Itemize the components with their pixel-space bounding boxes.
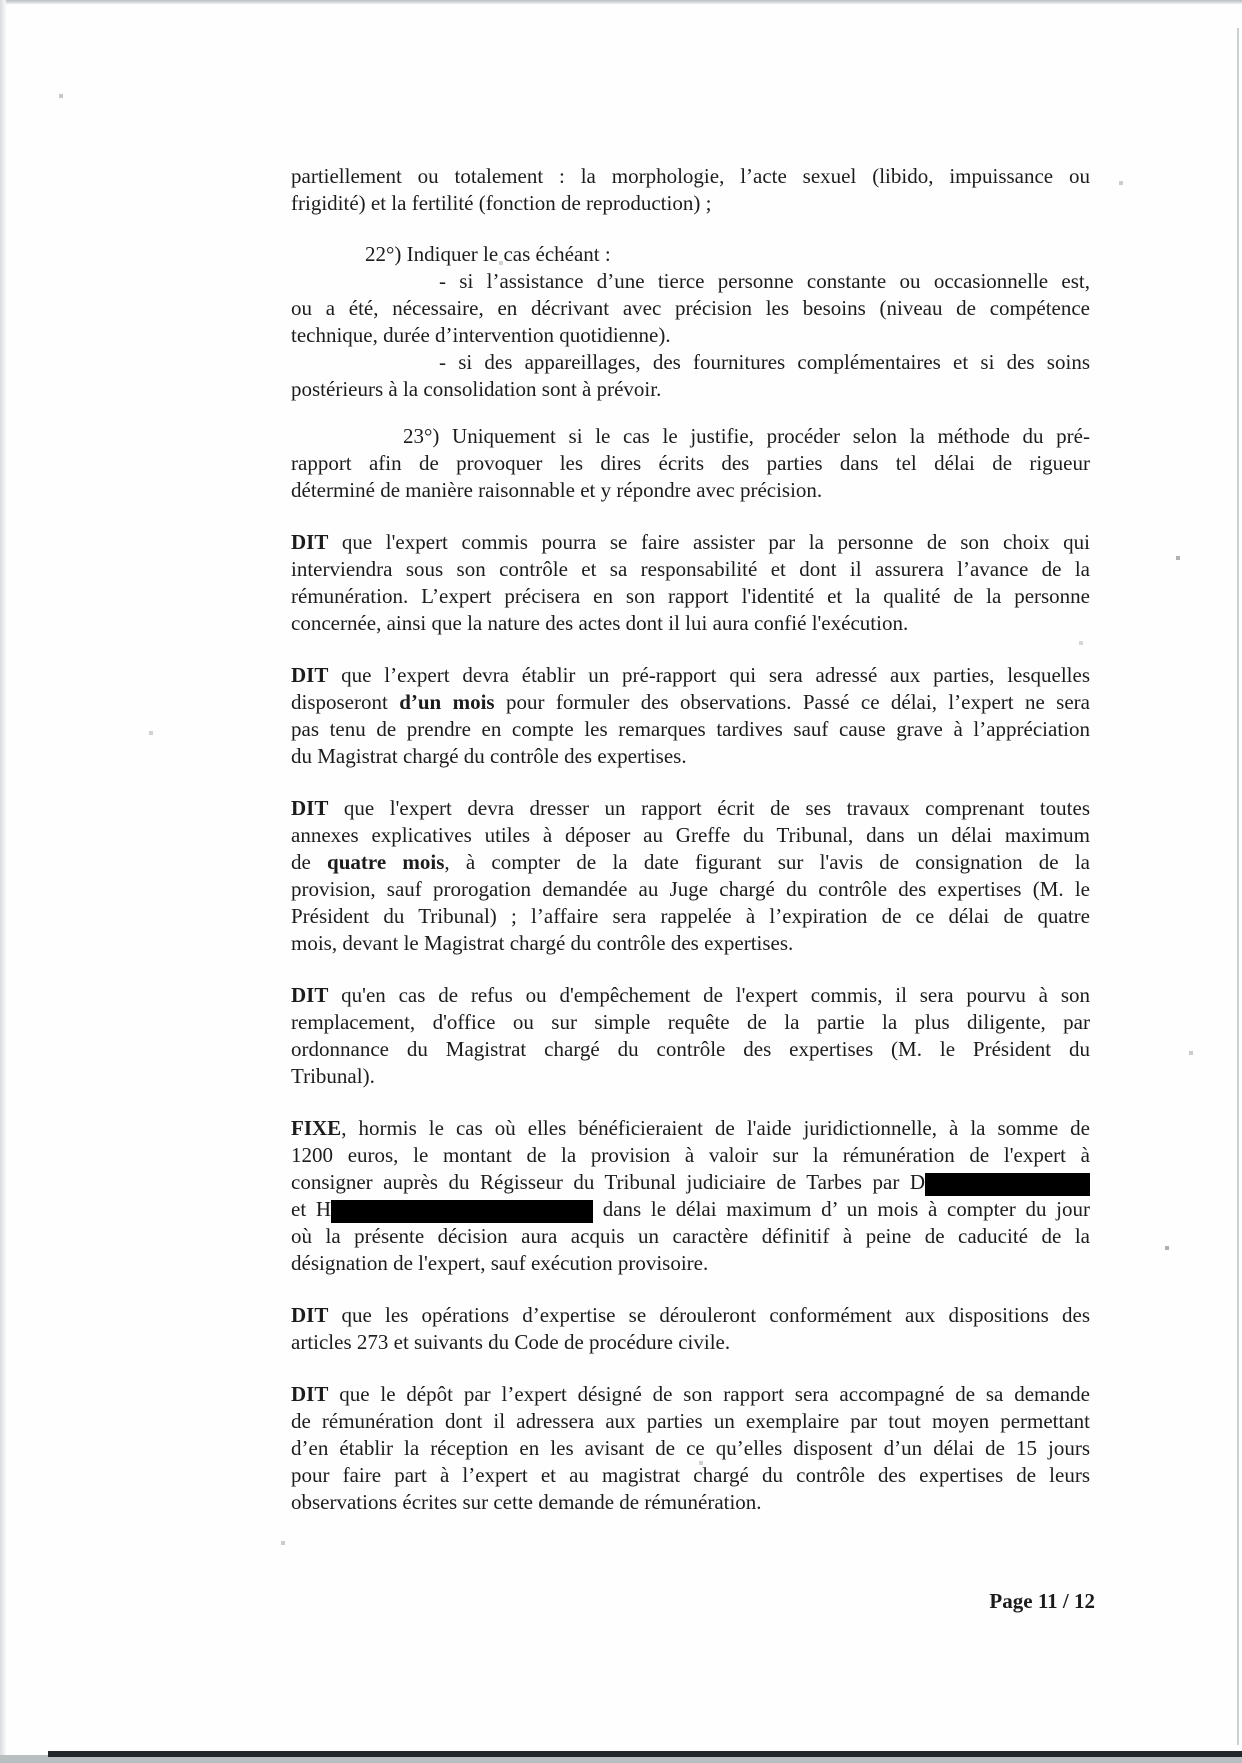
text-line: DIT que l'expert devra dresser un rapport écrit de ses travaux comprenant toutes [291,796,1090,820]
text-line: du Magistrat chargé du contrôle des expertises. [291,744,687,768]
text-line: concernée, ainsi que la nature des actes dont il lui aura confié l'exécution. [291,611,909,635]
text-line: DIT que l’expert devra établir un pré-rapport qui sera adressé aux parties, lesquelles [291,663,1090,687]
text-line: provision, sauf prorogation demandée au Juge chargé du contrôle des expertises (M. le [291,877,1090,901]
text-line: pas tenu de prendre en compte les remarques tardives sauf cause grave à l’appréciation [291,717,1090,741]
scan-edge-bottom-line [48,1751,1242,1757]
text-line: Tribunal). [291,1064,375,1088]
paragraph-intro [291,163,1090,217]
paragraph-dit-assistant [291,529,1090,637]
document-body [291,0,1090,1516]
text-line: de rémunération dont il adressera aux parties un exemplaire par tout moyen permettant [291,1409,1090,1433]
text-line: 1200 euros, le montant de la provision à valoir sur la rémunération de l'expert à [291,1143,1090,1167]
clause-22-item-2 [291,349,1090,403]
text-line: 23°) Uniquement si le cas le justifie, procéder selon la méthode du pré- [403,424,1090,448]
text-line: - si des appareillages, des fournitures complémentaires et si des soins [439,350,1090,374]
text-line: - si l’assistance d’une tierce personne constante ou occasionnelle est, [439,269,1090,293]
text-line: partiellement ou totalement : la morphologie, l’acte sexuel (libido, impuissance ou [291,164,1090,188]
text-line: désignation de l'expert, sauf exécution provisoire. [291,1251,709,1275]
clause-23 [291,423,1090,504]
text-line: FIXE, hormis le cas où elles bénéficieraient de l'aide juridictionnelle, à la somme de [291,1116,1090,1140]
text-line: technique, durée d’intervention quotidienne). [291,323,671,347]
redaction-box [925,1173,1090,1196]
clause-22-item-1 [291,268,1090,349]
paragraph-dit-depot [291,1381,1090,1516]
text-line: 22°) Indiquer le cas échéant : [365,242,611,266]
text-line: disposeront d’un mois pour formuler des observations. Passé ce délai, l’expert ne sera [291,690,1090,714]
text-line: déterminé de manière raisonnable et y répondre avec précision. [291,478,823,502]
scan-edge-left [0,0,7,1763]
text-line: de quatre mois, à compter de la date figurant sur l'avis de consignation de la [291,850,1091,874]
scan-noise [0,0,2,2]
paragraph-fixe-provision [291,1115,1090,1277]
redaction-box [331,1200,593,1223]
text-line: ou a été, nécessaire, en décrivant avec précision les besoins (niveau de compétence [291,296,1090,320]
text-line: DIT qu'en cas de refus ou d'empêchement de l'expert commis, il sera pourvu à son [291,983,1090,1007]
text-line: frigidité) et la fertilité (fonction de reproduction) ; [291,191,712,215]
scan-edge-right [1237,28,1239,1745]
text-line: remplacement, d'office ou sur simple requête de la partie la plus diligente, par [291,1010,1090,1034]
paragraph-dit-pre-rapport [291,662,1090,770]
paragraph-dit-rapport-ecrit [291,795,1090,957]
text-line: pour faire part à l’expert et au magistrat chargé du contrôle des expertises de leurs [291,1463,1090,1487]
paragraph-dit-operations [291,1302,1090,1356]
text-line: d’en établir la réception en les avisant de ce qu’elles disposent d’un délai de 15 jours [291,1436,1090,1460]
text-line: rapport afin de provoquer les dires écrits des parties dans tel délai de rigueur [291,451,1090,475]
text-line: DIT que les opérations d’expertise se dérouleront conformément aux dispositions des [291,1303,1090,1327]
page-number: Page 11 / 12 [989,1589,1095,1613]
text-line: où la présente décision aura acquis un caractère définitif à peine de caducité de la [291,1224,1090,1248]
text-line: Président du Tribunal) ; l’affaire sera rappelée à l’expiration de ce délai de quatre [291,904,1090,928]
text-line: ordonnance du Magistrat chargé du contrôle des expertises (M. le Président du [291,1037,1090,1061]
text-line: rémunération. L’expert précisera en son rapport l'identité et la qualité de la personne [291,584,1090,608]
text-line: consigner auprès du Régisseur du Tribunal judiciaire de Tarbes par D [291,1169,1090,1196]
text-line: observations écrites sur cette demande de rémunération. [291,1490,762,1514]
text-line: annexes explicatives utiles à déposer au Greffe du Tribunal, dans un délai maximum [291,823,1090,847]
text-line: mois, devant le Magistrat chargé du contrôle des expertises. [291,931,794,955]
text-line: articles 273 et suivants du Code de procédure civile. [291,1330,731,1354]
text-line: DIT que l'expert commis pourra se faire assister par la personne de son choix qui [291,530,1090,554]
text-line: postérieurs à la consolidation sont à prévoir. [291,377,662,401]
paragraph-dit-remplacement [291,982,1090,1090]
text-line: interviendra sous son contrôle et sa responsabilité et dont il assurera l’avance de la [291,557,1090,581]
text-line: DIT que le dépôt par l’expert désigné de son rapport sera accompagné de sa demande [291,1382,1090,1406]
clause-22-header [291,241,1090,268]
text-line: et H dans le délai maximum d’ un mois à compter du jour [291,1197,1090,1221]
